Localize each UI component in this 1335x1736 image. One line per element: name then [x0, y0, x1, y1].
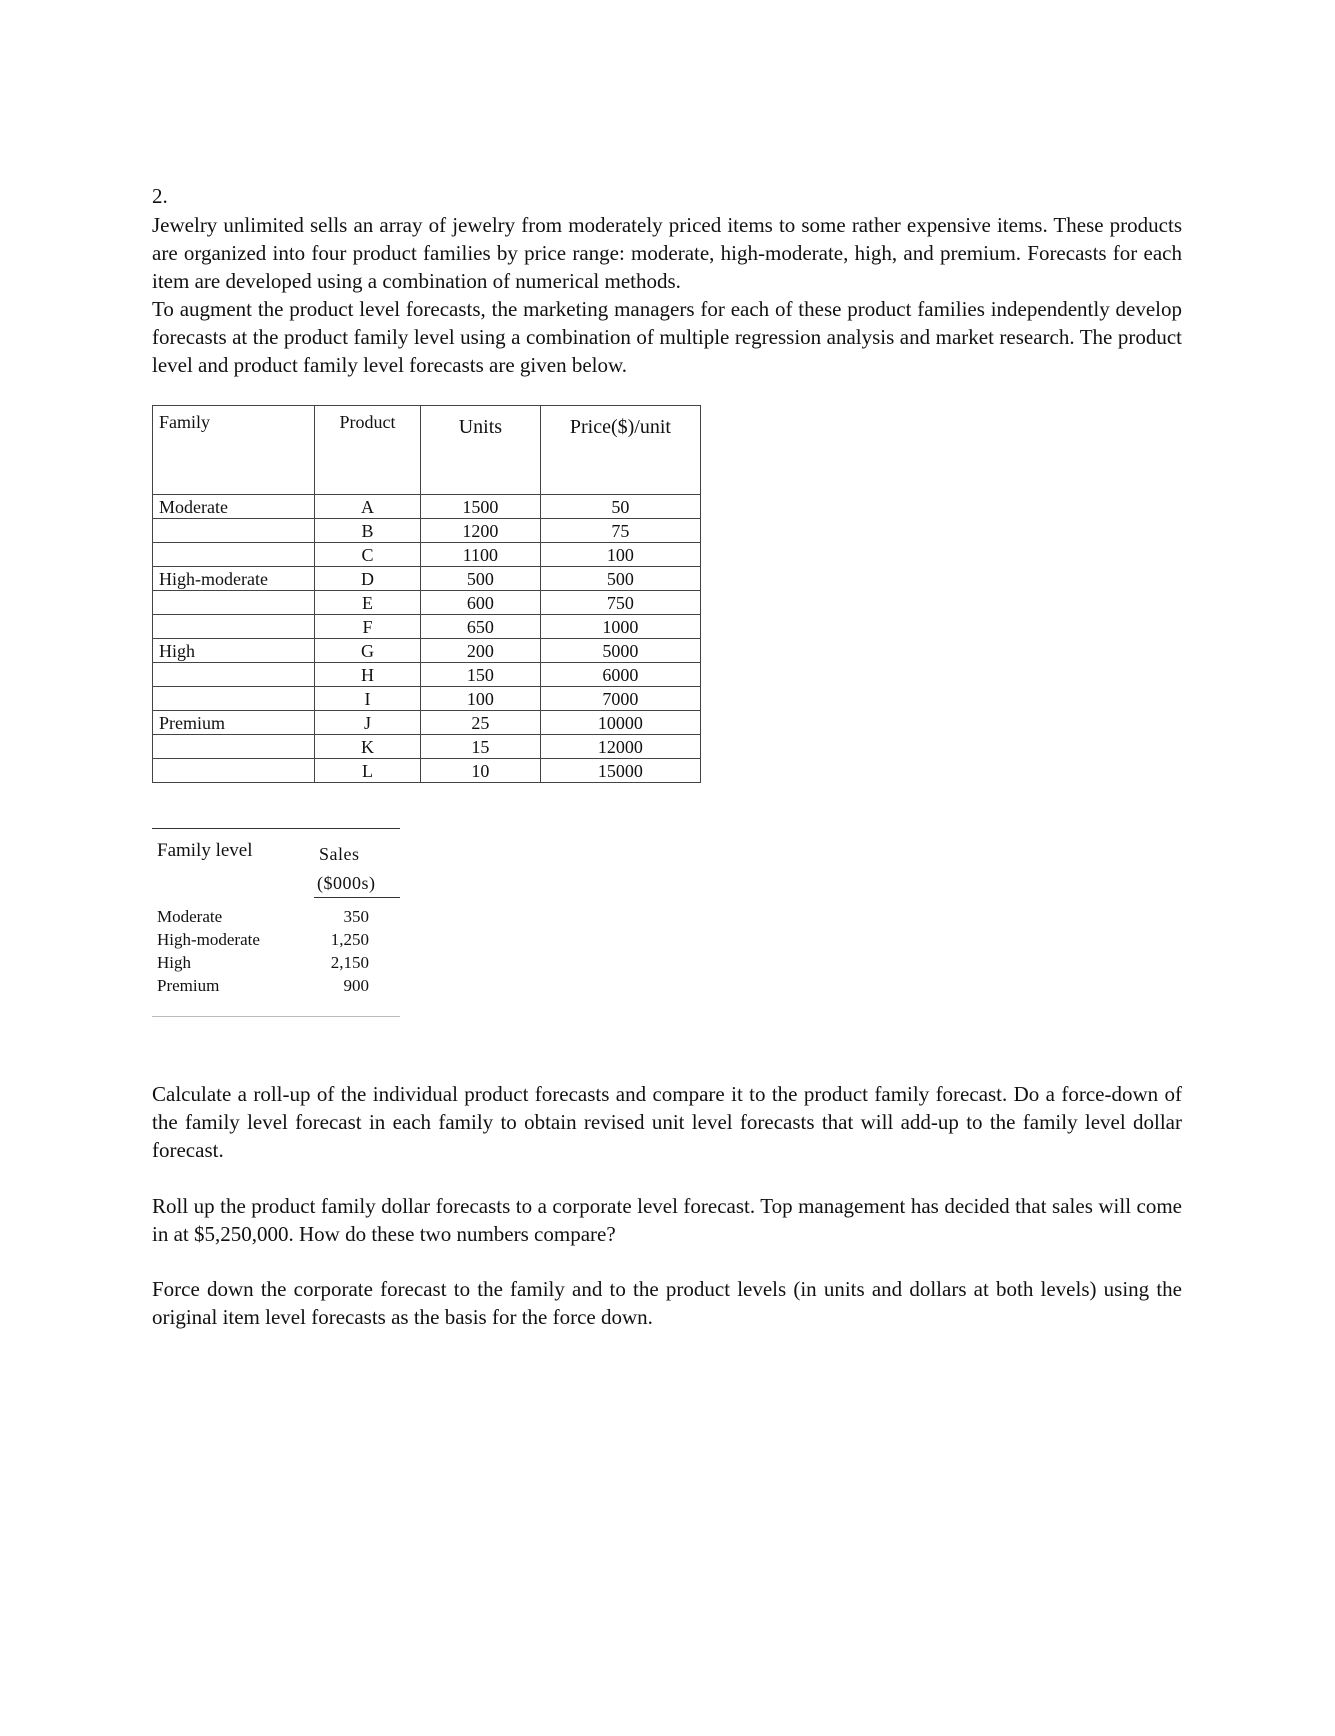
units-cell: 1100 — [420, 543, 540, 567]
family-cell: Moderate — [153, 495, 315, 519]
family-sales: 1,250 — [330, 930, 369, 949]
family-name: High-moderate — [157, 930, 260, 949]
table-row — [153, 519, 701, 543]
family-name: Moderate — [157, 907, 223, 926]
table-row — [153, 639, 701, 663]
question-paragraph-2: Roll up the product family dollar forecasts to a corporate level forecast. Top management has decided that sales will come in at $5,250,000. How do these two numbers compare? — [152, 1194, 1182, 1246]
table-bottom-rule — [152, 1016, 400, 1017]
header-sales-line2: ($000s) — [317, 873, 376, 893]
units-cell: 10 — [420, 759, 540, 783]
family-cell — [153, 687, 315, 711]
units-cell: 1500 — [420, 495, 540, 519]
table-row — [153, 735, 701, 759]
question-paragraph-3: Force down the corporate forecast to the family and to the product levels (in units and dollars at both levels) using the original item level forecasts as the basis for the force down. — [152, 1277, 1182, 1329]
product-cell: F — [315, 615, 421, 639]
list-item — [157, 905, 397, 928]
price-cell: 5000 — [540, 639, 700, 663]
price-cell: 500 — [540, 567, 700, 591]
price-cell: 15000 — [540, 759, 700, 783]
list-item — [157, 974, 397, 997]
family-sales: 350 — [343, 907, 369, 926]
price-cell: 6000 — [540, 663, 700, 687]
header-units: Units — [420, 406, 540, 495]
intro-paragraph-2: To augment the product level forecasts, the marketing managers for each of these product families independently develop forecasts at the product family level using a combination of multiple regression analysis and market research. The product level and product family level forecasts are given below. — [152, 297, 1182, 377]
family-cell — [153, 663, 315, 687]
header-price: Price($)/unit — [540, 406, 700, 495]
family-cell — [153, 615, 315, 639]
family-sales: 900 — [343, 976, 369, 995]
price-cell: 50 — [540, 495, 700, 519]
intro-paragraph-1: Jewelry unlimited sells an array of jewelry from moderately priced items to some rather expensive items. These products are organized into four product families by price range: moderate, high-moderate, high, and premium. Forecasts for each item are developed using a combination of numerical methods. — [152, 213, 1182, 293]
units-cell: 1200 — [420, 519, 540, 543]
price-cell: 100 — [540, 543, 700, 567]
list-item — [157, 928, 397, 951]
product-cell: C — [315, 543, 421, 567]
price-cell: 12000 — [540, 735, 700, 759]
table-row — [153, 663, 701, 687]
price-cell: 1000 — [540, 615, 700, 639]
price-cell: 75 — [540, 519, 700, 543]
units-cell: 100 — [420, 687, 540, 711]
table-row — [153, 591, 701, 615]
table-row — [153, 615, 701, 639]
price-cell: 750 — [540, 591, 700, 615]
table-header-row — [153, 406, 701, 495]
family-name: Premium — [157, 976, 220, 995]
family-cell — [153, 543, 315, 567]
product-cell: I — [315, 687, 421, 711]
table-row — [153, 567, 701, 591]
product-cell: K — [315, 735, 421, 759]
product-cell: H — [315, 663, 421, 687]
table-top-rule — [152, 828, 400, 829]
product-cell: B — [315, 519, 421, 543]
units-cell: 600 — [420, 591, 540, 615]
table-row — [153, 543, 701, 567]
header-sales-line1: Sales — [319, 844, 360, 864]
family-cell: Premium — [153, 711, 315, 735]
product-forecast-table — [152, 405, 701, 783]
table-row — [153, 687, 701, 711]
product-cell: D — [315, 567, 421, 591]
family-cell: High-moderate — [153, 567, 315, 591]
family-cell — [153, 735, 315, 759]
header-family-level: Family level — [157, 840, 253, 861]
question-paragraph-1: Calculate a roll-up of the individual product forecasts and compare it to the product family forecast. Do a force-down of the family level forecast in each family to obtain revised unit level forecasts that will add-up to the family level dollar forecast. — [152, 1082, 1182, 1162]
family-table-body — [157, 905, 397, 997]
family-sales: 2,150 — [330, 953, 369, 972]
product-cell: E — [315, 591, 421, 615]
price-cell: 7000 — [540, 687, 700, 711]
family-name: High — [157, 953, 191, 972]
units-cell: 15 — [420, 735, 540, 759]
product-cell: G — [315, 639, 421, 663]
price-cell: 10000 — [540, 711, 700, 735]
list-item — [157, 951, 397, 974]
product-cell: A — [315, 495, 421, 519]
units-cell: 200 — [420, 639, 540, 663]
header-product: Product — [315, 406, 421, 495]
question-number: 2. — [152, 184, 168, 208]
units-cell: 150 — [420, 663, 540, 687]
table-row — [153, 759, 701, 783]
table-row — [153, 495, 701, 519]
table-row — [153, 711, 701, 735]
header-sales — [317, 840, 376, 898]
product-cell: J — [315, 711, 421, 735]
family-cell — [153, 519, 315, 543]
family-cell: High — [153, 639, 315, 663]
header-family: Family — [153, 406, 315, 495]
product-cell: L — [315, 759, 421, 783]
product-table-body — [153, 495, 701, 783]
units-cell: 650 — [420, 615, 540, 639]
units-cell: 25 — [420, 711, 540, 735]
units-cell: 500 — [420, 567, 540, 591]
family-cell — [153, 759, 315, 783]
family-cell — [153, 591, 315, 615]
header-sales-rule — [314, 897, 400, 898]
